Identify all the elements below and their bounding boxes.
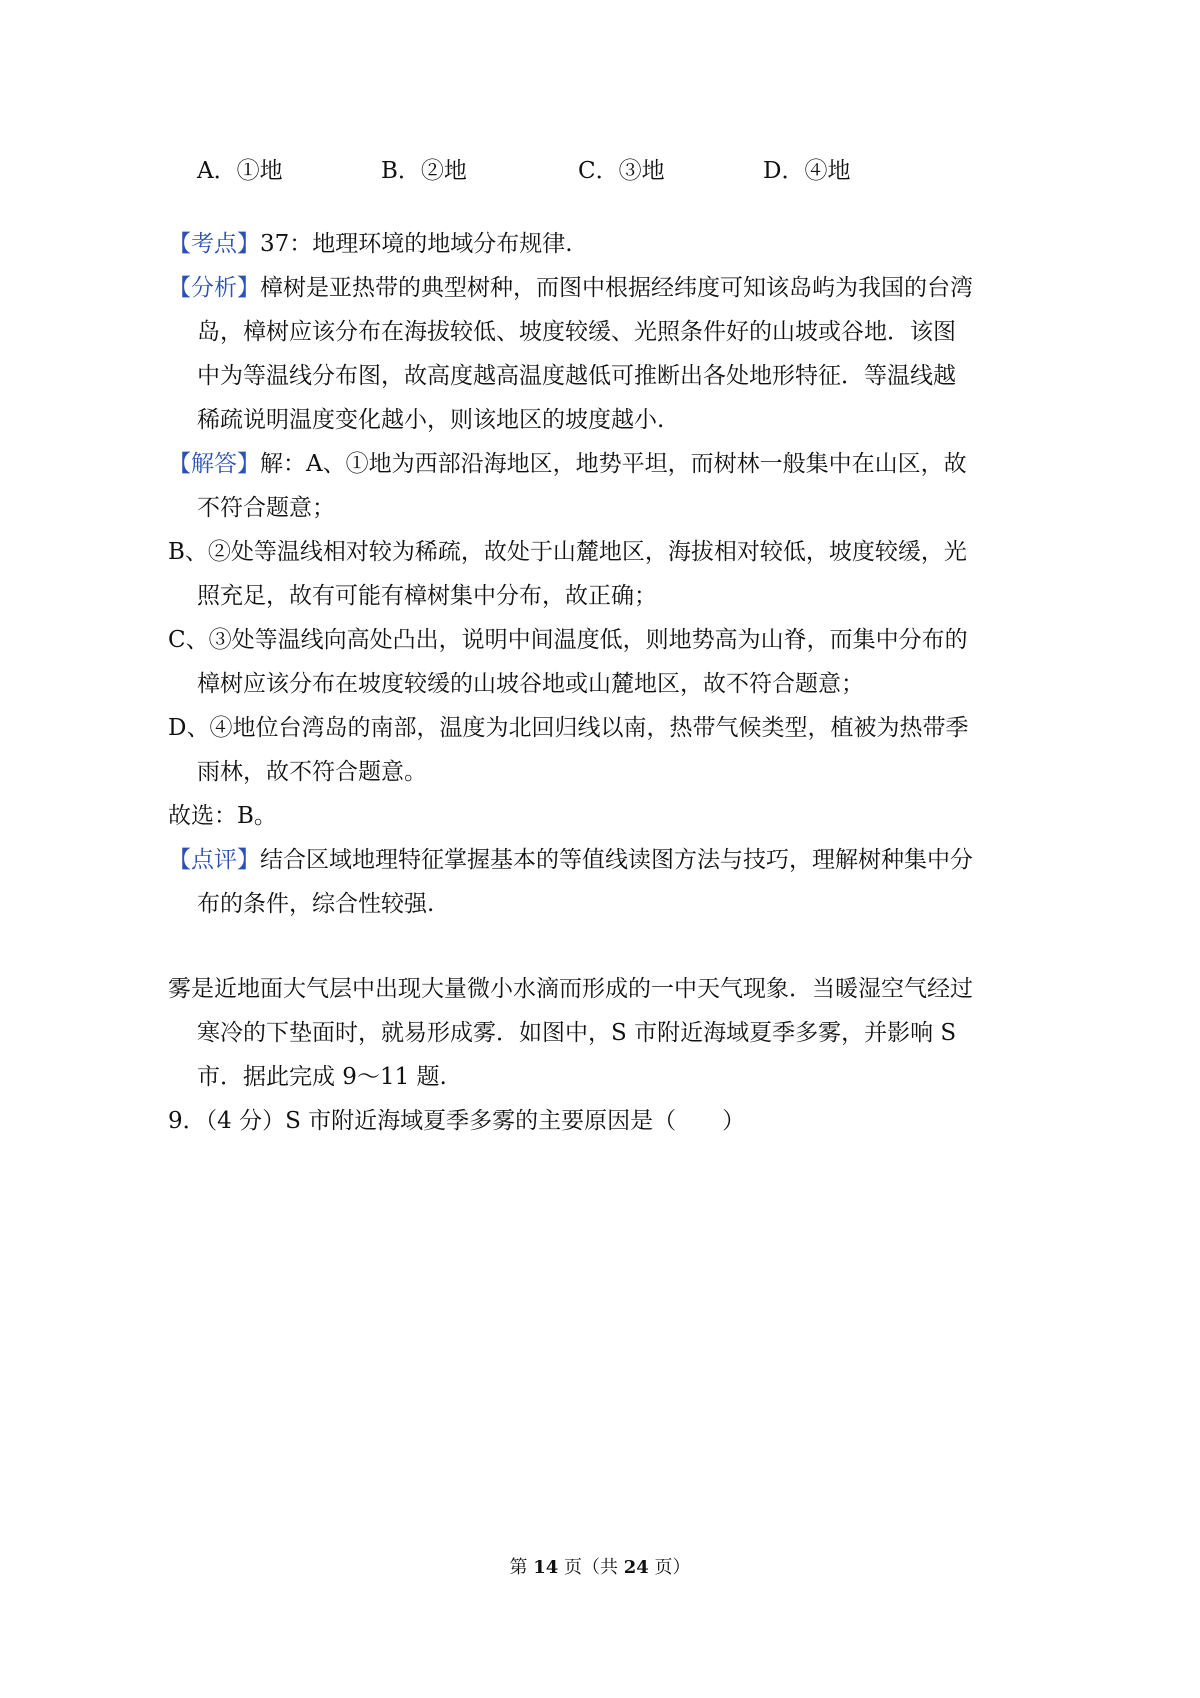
jieda-text-1: 解：A、①地为西部沿海地区，地势平坦，而树林一般集中在山区，故 — [260, 451, 967, 477]
dianping-line-1 — [168, 845, 973, 875]
intro-line-1: 雾是近地面大气层中出现大量微小水滴而形成的一中天气现象．当暖湿空气经过 — [168, 976, 973, 1002]
jieda-tag: 【解答】 — [168, 451, 260, 477]
fenxi-text-1: 樟树是亚热带的典型树种，而图中根据经纬度可知该岛屿为我国的台湾 — [260, 275, 973, 301]
kaodian-tag: 【考点】 — [168, 231, 260, 257]
jieda-line-6: 樟树应该分布在坡度较缓的山坡谷地或山麓地区，故不符合题意； — [197, 671, 864, 697]
kaodian-text: 37：地理环境的地域分布规律. — [260, 231, 573, 257]
dianping-line-2: 布的条件，综合性较强. — [197, 891, 435, 917]
page-footer — [0, 1556, 1200, 1580]
kaodian-line — [168, 229, 573, 259]
jieda-line-4: 照充足，故有可能有樟树集中分布，故正确； — [197, 583, 657, 609]
footer-prefix: 第 — [509, 1557, 528, 1578]
jieda-line-7: D、④地位台湾岛的南部，温度为北回归线以南，热带气候类型，植被为热带季 — [168, 715, 969, 741]
intro-line-3: 市．据此完成 9～11 题. — [197, 1064, 447, 1090]
dianping-tag: 【点评】 — [168, 847, 260, 873]
footer-total-pages: 24 — [623, 1557, 649, 1578]
option-c: C．③地 — [578, 158, 665, 184]
fenxi-line-1 — [168, 273, 973, 303]
option-a: A．①地 — [197, 158, 283, 184]
fenxi-tag: 【分析】 — [168, 275, 260, 301]
fenxi-line-4: 稀疏说明温度变化越小，则该地区的坡度越小. — [197, 407, 665, 433]
jieda-line-1 — [168, 449, 967, 479]
jieda-line-5: C、③处等温线向高处凸出，说明中间温度低，则地势高为山脊，而集中分布的 — [168, 627, 968, 653]
intro-line-2: 寒冷的下垫面时，就易形成雾．如图中，S 市附近海域夏季多雾，并影响 S — [197, 1020, 957, 1046]
footer-suffix: 页） — [654, 1557, 691, 1578]
question-9: 9．（4 分）S 市附近海域夏季多雾的主要原因是（ ） — [168, 1108, 746, 1134]
jieda-line-2: 不符合题意； — [197, 495, 335, 521]
jieda-line-8: 雨林，故不符合题意。 — [197, 759, 427, 785]
option-b: B．②地 — [381, 158, 467, 184]
fenxi-line-2: 岛，樟树应该分布在海拔较低、坡度较缓、光照条件好的山坡或谷地．该图 — [197, 319, 956, 345]
footer-middle: 页（共 — [564, 1557, 618, 1578]
jieda-line-9: 故选：B。 — [168, 803, 277, 829]
footer-page-number: 14 — [533, 1557, 559, 1578]
fenxi-line-3: 中为等温线分布图，故高度越高温度越低可推断出各处地形特征．等温线越 — [197, 363, 956, 389]
jieda-line-3: B、②处等温线相对较为稀疏，故处于山麓地区，海拔相对较低，坡度较缓，光 — [168, 539, 967, 565]
option-d: D．④地 — [763, 158, 851, 184]
dianping-text-1: 结合区域地理特征掌握基本的等值线读图方法与技巧，理解树种集中分 — [260, 847, 973, 873]
